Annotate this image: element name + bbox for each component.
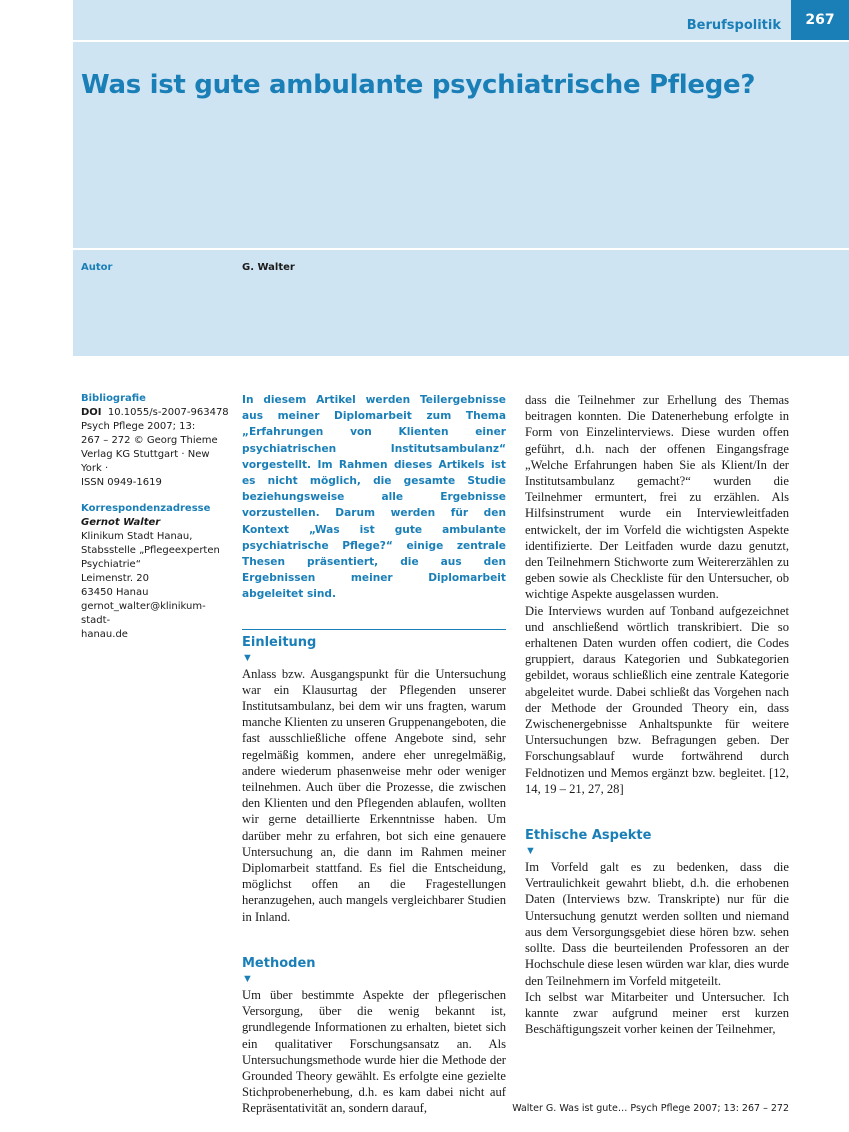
author-band xyxy=(73,250,849,356)
citation-line: Verlag KG Stuttgart · New York · xyxy=(81,449,210,474)
interviews-paragraph: Die Interviews wurden auf Tonband aufgezeichnet und anschließend wörtlich transkribiert. Die so erhaltenen Daten wurden offen codiert, die Codes gruppiert, daraus Kategorien und Subkategorien gebildet, woraus schließlich eine zentrale Kategorie abgeleitet wurde. Dabei schließt das Vorgehen nach der Methode der Grounded Theory ein, dass Zwischenergebnisse Anhaltspunkte für weitere Untersuchungen bzw. Befragungen geben. Der Forschungsablauf wurde fortwährend durch Feldnotizen und Memos ergänzt bzw. begleitet. [12, 14, 19 – 21, 27, 28] xyxy=(525,603,789,796)
citation-line: Psych Pflege 2007; 13: xyxy=(81,421,196,432)
ethik-paragraph-2: Ich selbst war Mitarbeiter und Untersucher. Ich kannte zwar aufgrund meiner erst kurzen Beschäftigungszeit vorher keinen der Teilnehmer, xyxy=(525,989,789,1037)
email-line[interactable]: gernot_walter@klinikum-stadt- xyxy=(81,601,206,626)
methoden-text: Um über bestimmte Aspekte der pflegerischen Versorgung, über die wenig bekannt ist, grundlegende Informationen zu erhalten, bietet sich ein qualitativer Forschungsansatz an. Als Untersuchungsmethode wurde hier die Methode der Grounded Theory gewählt. Es erfolgte eine gezielte Stichprobenerhebung, d.h. es kam dabei nicht auf Repräsentativität an, sondern darauf, xyxy=(242,987,506,1116)
column-1 xyxy=(242,392,506,1117)
correspondence-heading: Korrespondenzadresse xyxy=(81,503,211,514)
email-line[interactable]: hanau.de xyxy=(81,629,128,640)
doi-line xyxy=(81,406,231,420)
section-heading-methoden: Methoden xyxy=(242,955,316,971)
header-band xyxy=(73,0,849,40)
abstract: In diesem Artikel werden Teilergebnisse aus meiner Diplomarbeit zum Thema „Erfahrungen von Klienten einer psychiatrischen Institutsambulanz“ vorgestellt. Im Rahmen dieses Artikels ist es nicht möglich, die gesamte Studie beziehungsweise alle Ergebnisse vorzustellen. Darum werden für den Kontext „Was ist gute ambulante psychiatrische Pflege?“ einige zentrale Thesen präsentiert, die aus den Ergebnissen meiner Diplomarbeit abgeleitet sind. xyxy=(242,394,506,601)
bibliografie-heading: Bibliografie xyxy=(81,393,146,404)
sidebar xyxy=(81,392,231,642)
page-footer: Walter G. Was ist gute… Psych Pflege 2007; 13: 267 – 272 xyxy=(512,1103,789,1114)
citation-line: ISSN 0949-1619 xyxy=(81,477,162,488)
doi-value: 10.1055/s-2007-963478 xyxy=(107,407,229,418)
citation-line: 267 – 272 © Georg Thieme xyxy=(81,435,218,446)
address-line: Klinikum Stadt Hanau, xyxy=(81,531,193,542)
author-label: Autor xyxy=(81,262,113,273)
triangle-down-icon: ▼ xyxy=(525,845,536,858)
correspondence-name: Gernot Walter xyxy=(81,517,161,528)
author-name: G. Walter xyxy=(242,262,295,273)
section-label: Berufspolitik xyxy=(686,18,781,33)
article-title: Was ist gute ambulante psychiatrische Pflege? xyxy=(81,70,756,100)
column-2 xyxy=(525,392,789,1037)
page-number: 267 xyxy=(791,0,849,40)
address-line: Leimenstr. 20 xyxy=(81,573,149,584)
section-heading-ethik: Ethische Aspekte xyxy=(525,828,652,844)
address-line: Psychiatrie“ xyxy=(81,559,141,570)
section-divider xyxy=(242,629,506,630)
section-heading-einleitung: Einleitung xyxy=(242,634,317,650)
triangle-down-icon: ▼ xyxy=(242,972,253,985)
ethik-paragraph-1: Im Vorfeld galt es zu bedenken, dass die Vertraulichkeit gewahrt bliebt, d.h. die erhobenen Daten (Interviews bzw. Transkripte) nur für die Untersuchung genutzt werden sollten und niemand aus dem Versorgungsgebiet diese hören bzw. sehen sollte. Dass die beurteilenden Professoren an der Hochschule diese lesen würden war klar, dies wurde den Teilnehmern im Vorfeld mitgeteilt. xyxy=(525,860,789,988)
address-line: 63450 Hanau xyxy=(81,587,149,598)
address-line: Stabsstelle „Pflegeexperten xyxy=(81,545,220,556)
doi-label: DOI xyxy=(81,407,102,418)
einleitung-text: Anlass bzw. Ausgangspunkt für die Untersuchung war ein Klausurtag der Pflegenden unserer Institutsambulanz, bei dem wir uns fragten, warum manche Klienten zu unseren Gruppenangeboten, die fast ausschließliche offene Angebote sind, sehr regelmäßig kommen, andere eher unregelmäßig, andere wiederum phasenweise mehr oder weniger teilnehmen. Auch über die Prozesse, die zwischen den Klienten und den Pflegenden ablaufen, wollten wir gerne detaillierte Erkenntnisse haben. Um darüber mehr zu erfahren, bot sich eine genauere Untersuchung an, die dann im Rahmen meiner Diplomarbeit stattfand. Es fiel die Entscheidung, möglichst offen an die Fragestellungen heranzugehen, auch mangels vergleichbarer Studien in Inland. xyxy=(242,666,506,924)
triangle-down-icon: ▼ xyxy=(242,651,253,664)
methoden-continued: dass die Teilnehmer zur Erhellung des Themas beitragen konnten. Die Datenerhebung erfolgte in Form von Einzelinterviews. Diese wurden offen geführt, d.h. nach der offenen Eingangsfrage „Welche Erfahrungen haben Sie als Klient/In der Institutsambulanz gemacht?“ wurden die Teilnehmer ermuntert, frei zu erzählen. Als Hilfsinstrument wurde ein Interviewleitfaden entwickelt, der im Vorfeld die wichtigsten Aspekte identifizierte. Der Leitfaden wurde dazu genutzt, den Teilnehmern Stichworte zum Weitererzählen zu geben sowie als Checkliste für den Untersucher, ob wichtige Aspekte ausgelassen wurden. xyxy=(525,393,789,602)
